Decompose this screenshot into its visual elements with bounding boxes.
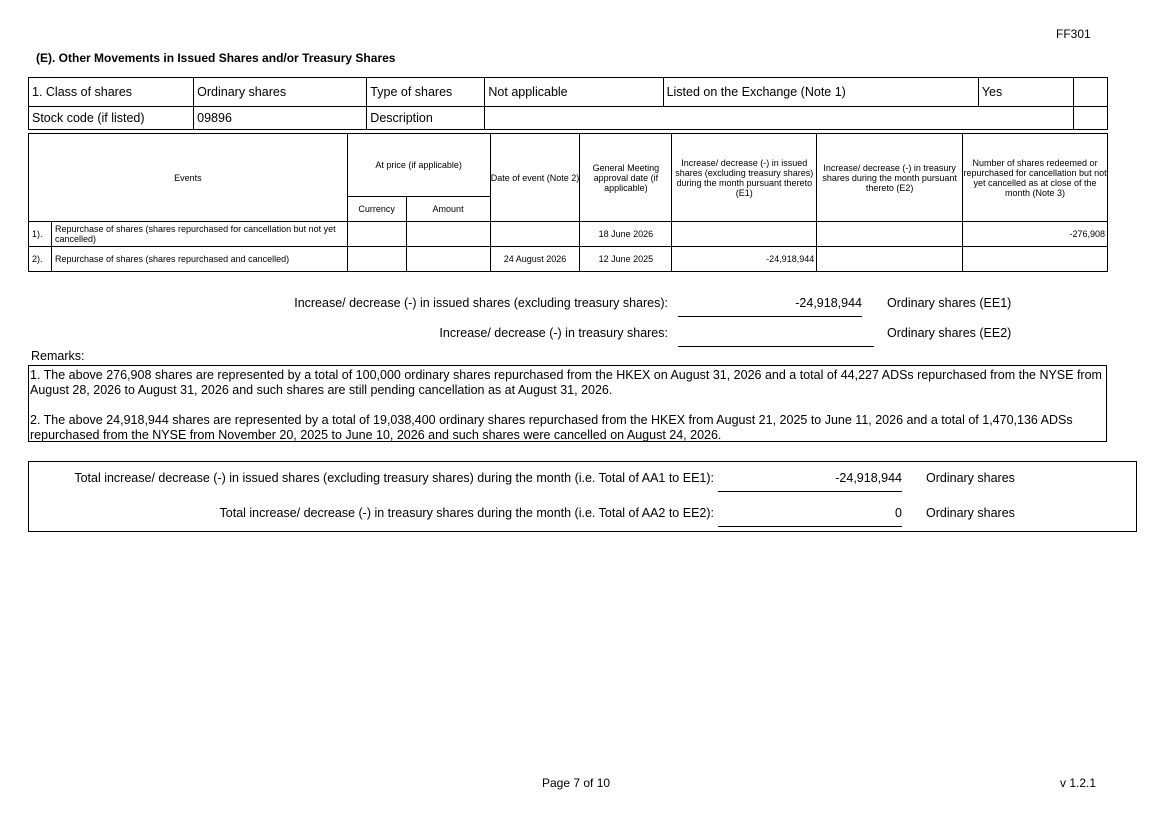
empty-cell bbox=[1073, 78, 1107, 107]
currency-cell bbox=[347, 222, 406, 247]
currency-cell bbox=[347, 247, 406, 272]
e2-cell bbox=[817, 222, 963, 247]
empty-cell bbox=[1073, 107, 1107, 130]
remark-item: 2. The above 24,918,944 shares are represented by a total of 19,038,400 ordinary shares repurchased from the HKEX from August 21, 2025 to June 11, 2026 and a total of 1,470,136 ADSs repurchased from the NYSE from November 20, 2025 to June 10, 2026 and such shares were cancelled on August 24, 2026. bbox=[30, 413, 1073, 442]
e1-cell: -24,918,944 bbox=[672, 247, 817, 272]
version-label: v 1.2.1 bbox=[1060, 776, 1097, 790]
remark-item: 1. The above 276,908 shares are represented by a total of 100,000 ordinary shares repurchased from the HKEX on August 31, 2026 and a total of 44,227 ADSs repurchased from the NYSE from August 28, 2026 to August 31, 2026 and such shares are still pending cancellation as at August 31, 2026. bbox=[30, 368, 1102, 397]
type-value: Not applicable bbox=[485, 78, 663, 107]
listed-label: Listed on the Exchange (Note 1) bbox=[663, 78, 978, 107]
total-issued-label: Total increase/ decrease (-) in issued shares (excluding treasury shares) during the month (i.e. Total of AA1 to EE1): bbox=[74, 471, 714, 485]
stock-code-value: 09896 bbox=[194, 107, 367, 130]
currency-header: Currency bbox=[347, 197, 406, 222]
ee2-unit: Ordinary shares (EE2) bbox=[887, 326, 1012, 340]
total-treasury-value: 0 bbox=[718, 506, 902, 527]
type-label: Type of shares bbox=[367, 78, 485, 107]
ee1-label: Increase/ decrease (-) in issued shares (excluding treasury shares): bbox=[294, 296, 668, 310]
class-info-table bbox=[28, 77, 1108, 130]
table-row bbox=[29, 247, 1108, 272]
amount-header: Amount bbox=[406, 197, 490, 222]
event-description: Repurchase of shares (shares repurchased and cancelled) bbox=[51, 247, 347, 272]
date-of-event-header: Date of event (Note 2) bbox=[490, 134, 580, 222]
remarks-label: Remarks: bbox=[31, 349, 85, 363]
row-number: 2). bbox=[29, 247, 52, 272]
e2-cell bbox=[817, 247, 963, 272]
stock-code-label: Stock code (if listed) bbox=[29, 107, 194, 130]
event-description: Repurchase of shares (shares repurchased for cancellation but not yet cancelled) bbox=[51, 222, 347, 247]
amount-cell bbox=[406, 222, 490, 247]
total-treasury-unit: Ordinary shares bbox=[926, 506, 1015, 520]
e2-header: Increase/ decrease (-) in treasury shares during the month pursuant thereto (E2) bbox=[817, 134, 963, 222]
description-label: Description bbox=[367, 107, 485, 130]
events-table bbox=[28, 133, 1108, 272]
total-issued-unit: Ordinary shares bbox=[926, 471, 1015, 485]
e1-header: Increase/ decrease (-) in issued shares (excluding treasury shares) during the month pursuant thereto (E1) bbox=[672, 134, 817, 222]
ee2-value bbox=[678, 326, 874, 347]
at-price-header: At price (if applicable) bbox=[347, 134, 490, 197]
gm-date-header: General Meeting approval date (if applicable) bbox=[580, 134, 672, 222]
class-label: 1. Class of shares bbox=[29, 78, 194, 107]
ee1-unit: Ordinary shares (EE1) bbox=[887, 296, 1012, 310]
form-code: FF301 bbox=[1056, 27, 1091, 41]
e1-cell bbox=[672, 222, 817, 247]
date-of-event-cell: 24 August 2026 bbox=[490, 247, 580, 272]
total-issued-value: -24,918,944 bbox=[718, 471, 902, 492]
date-of-event-cell bbox=[490, 222, 580, 247]
description-value bbox=[485, 107, 1074, 130]
table-row bbox=[29, 222, 1108, 247]
class-value: Ordinary shares bbox=[194, 78, 367, 107]
listed-value: Yes bbox=[978, 78, 1073, 107]
redeemed-header: Number of shares redeemed or repurchased for cancellation but not yet cancelled as at close of the month (Note 3) bbox=[963, 134, 1108, 222]
row-number: 1). bbox=[29, 222, 52, 247]
gm-date-cell: 12 June 2025 bbox=[580, 247, 672, 272]
page-number: Page 7 of 10 bbox=[542, 776, 611, 790]
ee2-label: Increase/ decrease (-) in treasury shares: bbox=[439, 326, 668, 340]
redeemed-cell: -276,908 bbox=[963, 222, 1108, 247]
remarks-box bbox=[28, 365, 1107, 442]
redeemed-cell bbox=[963, 247, 1108, 272]
ee1-value: -24,918,944 bbox=[678, 296, 862, 317]
gm-date-cell: 18 June 2026 bbox=[580, 222, 672, 247]
events-header: Events bbox=[29, 134, 348, 222]
total-treasury-label: Total increase/ decrease (-) in treasury shares during the month (i.e. Total of AA2 to EE2): bbox=[219, 506, 714, 520]
amount-cell bbox=[406, 247, 490, 272]
section-title: (E). Other Movements in Issued Shares and/or Treasury Shares bbox=[36, 51, 396, 65]
